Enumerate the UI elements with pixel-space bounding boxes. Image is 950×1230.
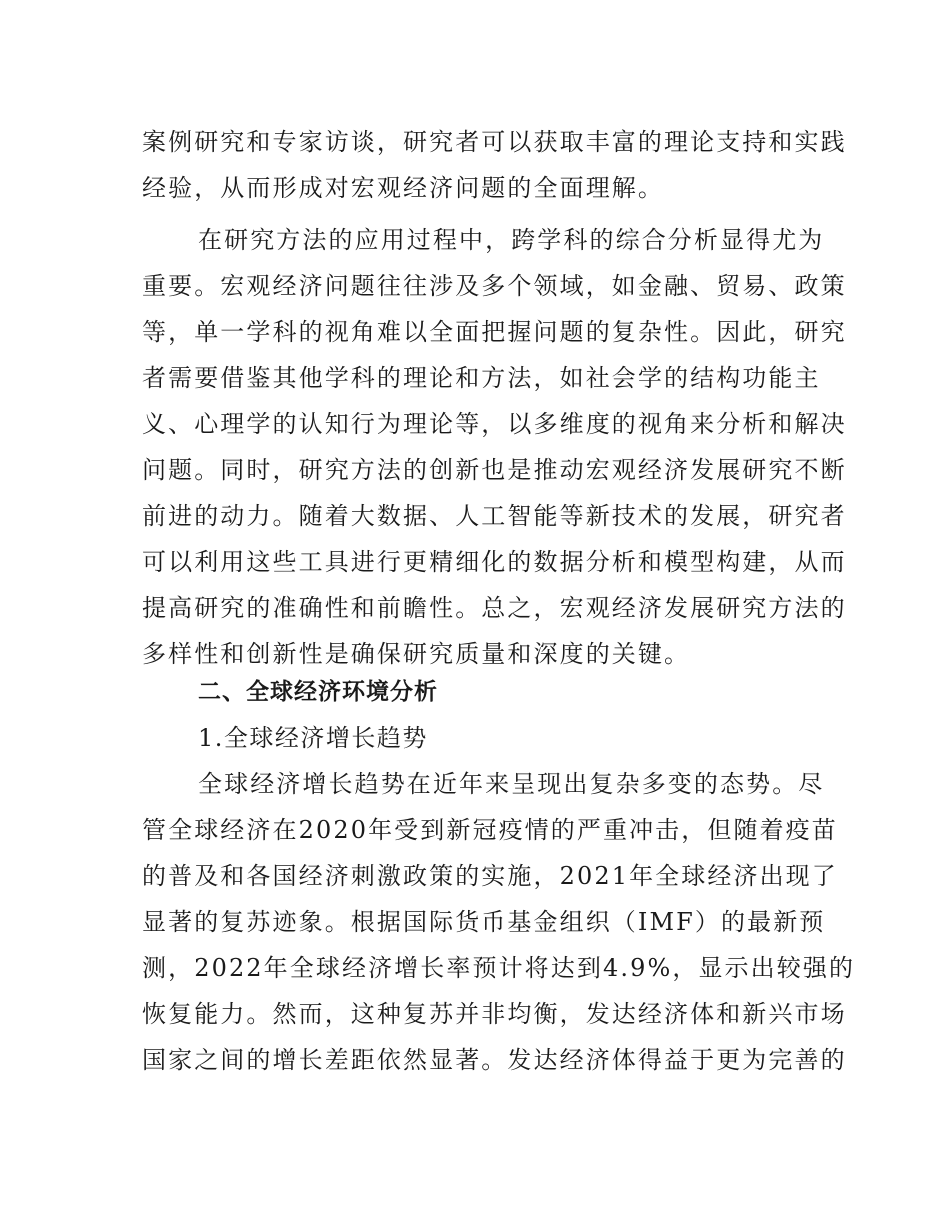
text-line: 显著的复苏迹象。根据国际货币基金组织（IMF）的最新预 [142, 908, 826, 936]
text-line: 在研究方法的应用过程中，跨学科的综合分析显得尤为 [198, 226, 825, 254]
section-global-economy [142, 669, 856, 1083]
text-line: 重要。宏观经济问题往往涉及多个领域，如金融、贸易、政策 [142, 272, 847, 300]
text-line: 经验，从而形成对宏观经济问题的全面理解。 [142, 174, 664, 202]
paragraph-research-methods [142, 217, 847, 677]
section-heading: 二、全球经济环境分析 [198, 679, 438, 705]
text-line: 提高研究的准确性和前瞻性。总之，宏观经济发展研究方法的 [142, 594, 847, 622]
paragraph-growth-trend [142, 761, 856, 1083]
text-line: 国家之间的增长差距依然显著。发达经济体得益于更为完善的 [142, 1046, 847, 1074]
text-line: 恢复能力。然而，这种复苏并非均衡，发达经济体和新兴市场 [142, 1000, 847, 1028]
text-line: 案例研究和专家访谈，研究者可以获取丰富的理论支持和实践 [142, 128, 847, 156]
paragraph-continued [142, 119, 847, 211]
subsection-heading: 1.全球经济增长趋势 [198, 724, 428, 752]
text-line: 测，2022年全球经济增长率预计将达到4.9%，显示出较强的 [142, 954, 856, 982]
text-line: 等，单一学科的视角难以全面把握问题的复杂性。因此，研究 [142, 318, 847, 346]
text-line: 全球经济增长趋势在近年来呈现出复杂多变的态势。尽 [198, 770, 825, 798]
text-line: 的普及和各国经济刺激政策的实施，2021年全球经济出现了 [142, 862, 838, 890]
text-line: 管全球经济在2020年受到新冠疫情的严重冲击，但随着疫苗 [142, 816, 838, 844]
text-line: 义、心理学的认知行为理论等，以多维度的视角来分析和解决 [142, 410, 847, 438]
text-line: 前进的动力。随着大数据、人工智能等新技术的发展，研究者 [142, 502, 847, 530]
text-line: 可以利用这些工具进行更精细化的数据分析和模型构建，从而 [142, 548, 847, 576]
text-line: 问题。同时，研究方法的创新也是推动宏观经济发展研究不断 [142, 456, 847, 484]
text-line: 多样性和创新性是确保研究质量和深度的关键。 [142, 640, 691, 668]
text-line: 者需要借鉴其他学科的理论和方法，如社会学的结构功能主 [142, 364, 821, 392]
